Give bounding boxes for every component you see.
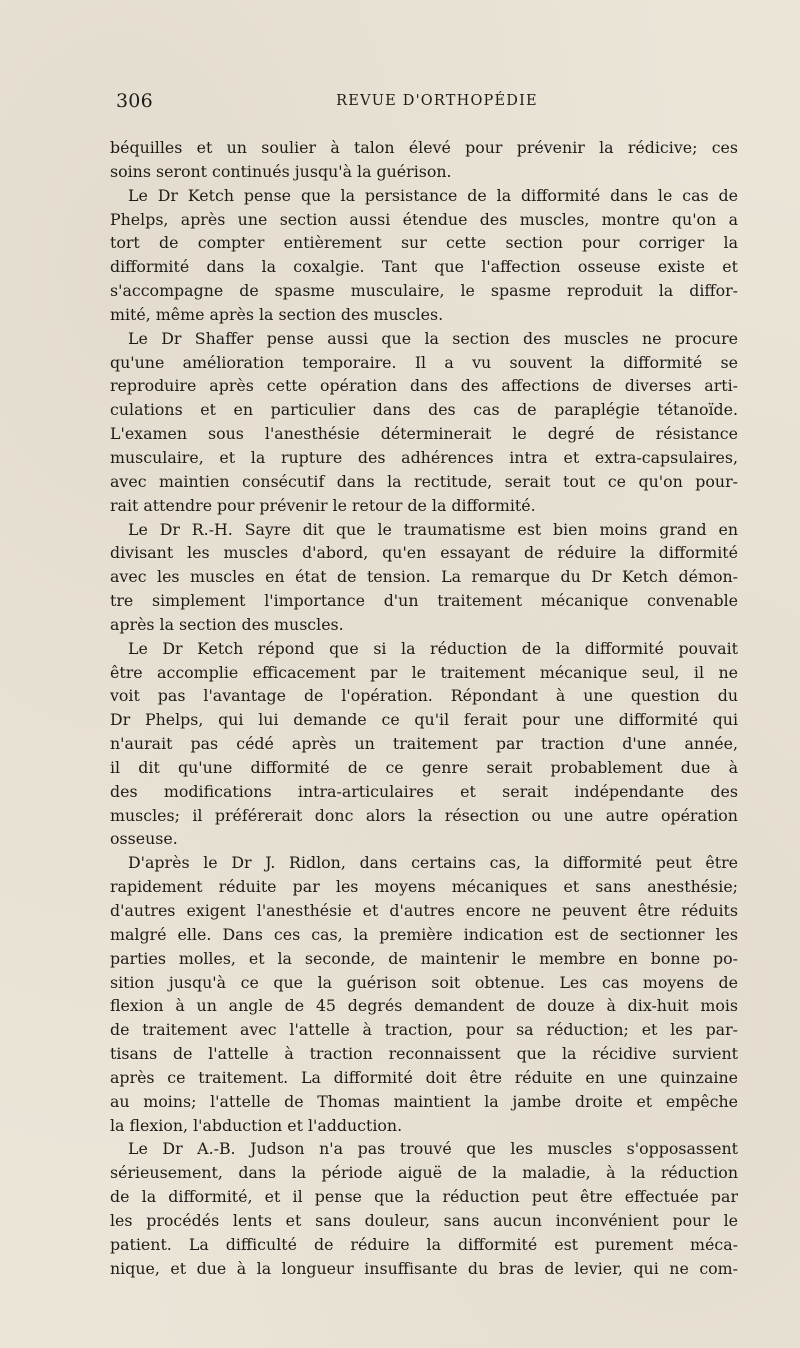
text-line: reproduire après cette opération dans des affections de diverses arti- [110, 376, 738, 396]
text-line: Phelps, après une section aussi étendue des muscles, montre qu'on a [110, 209, 738, 229]
text-line: culations et en particulier dans des cas de paraplégie tétanoïde. [110, 400, 738, 420]
text-line: Le Dr R.-H. Sayre dit que le traumatisme est bien moins grand en [128, 519, 738, 539]
text-line: Dr Phelps, qui lui demande ce qu'il ferait pour une difformité qui [110, 710, 738, 730]
text-line: Le Dr A.-B. Judson n'a pas trouvé que les muscles s'opposassent [128, 1139, 738, 1159]
text-line: rait attendre pour prévenir le retour de la difformité. [110, 495, 536, 515]
running-title: REVUE D'ORTHOPÉDIE [336, 93, 538, 109]
text-line: divisant les muscles d'abord, qu'en essayant de réduire la difformité [110, 543, 738, 563]
text-line: au moins; l'attelle de Thomas maintient la jambe droite et empêche [110, 1091, 738, 1111]
text-line: malgré elle. Dans ces cas, la première indication est de sectionner les [110, 924, 738, 944]
text-line: muscles; il préférerait donc alors la résection ou une autre opération [110, 805, 738, 825]
text-line: s'accompagne de spasme musculaire, le spasme reproduit la diffor- [110, 281, 738, 301]
text-line: difformité dans la coxalgie. Tant que l'affection osseuse existe et [110, 257, 738, 277]
text-line: Le Dr Ketch pense que la persistance de la difformité dans le cas de [128, 185, 738, 205]
text-line: n'aurait pas cédé après un traitement par traction d'une année, [110, 734, 738, 754]
text-line: L'examen sous l'anesthésie déterminerait le degré de résistance [110, 424, 738, 444]
page-header [116, 86, 738, 116]
body-text [110, 136, 738, 1281]
text-line: patient. La difficulté de réduire la difformité est purement méca- [110, 1234, 738, 1254]
text-line: avec maintien consécutif dans la rectitude, serait tout ce qu'on pour- [110, 471, 738, 491]
text-line: Le Dr Shaffer pense aussi que la section des muscles ne procure [128, 328, 738, 348]
text-line: rapidement réduite par les moyens mécaniques et sans anesthésie; [110, 877, 738, 897]
text-line: après ce traitement. La difformité doit être réduite en une quinzaine [110, 1067, 738, 1087]
text-line: après la section des muscles. [110, 614, 344, 634]
text-line: musculaire, et la rupture des adhérences intra et extra-capsulaires, [110, 447, 738, 467]
text-line: la flexion, l'abduction et l'adduction. [110, 1115, 403, 1135]
text-line: osseuse. [110, 829, 178, 849]
text-line: des modifications intra-articulaires et serait indépendante des [110, 781, 738, 801]
text-line: mité, même après la section des muscles. [110, 304, 444, 324]
page-number: 306 [116, 90, 153, 112]
text-line: tisans de l'attelle à traction reconnaissent que la récidive survient [110, 1044, 738, 1064]
text-line: de la difformité, et il pense que la réduction peut être effectuée par [110, 1187, 738, 1207]
text-line: d'autres exigent l'anesthésie et d'autres encore ne peuvent être réduits [110, 901, 738, 920]
text-line: avec les muscles en état de tension. La remarque du Dr Ketch démon- [110, 567, 738, 587]
text-line: béquilles et un soulier à talon élevé pour prévenir la rédicive; ces [110, 138, 738, 157]
text-line: flexion à un angle de 45 degrés demandent de douze à dix-huit mois [110, 996, 738, 1016]
text-line: il dit qu'une difformité de ce genre serait probablement due à [110, 757, 738, 777]
text-line: soins seront continués jusqu'à la guérison. [110, 161, 452, 181]
text-line: être accomplie efficacement par le traitement mécanique seul, il ne [110, 662, 738, 682]
text-line: de traitement avec l'attelle à traction, pour sa réduction; et les par- [110, 1020, 738, 1040]
text-line: Le Dr Ketch répond que si la réduction de la difformité pouvait [128, 638, 738, 658]
text-line: qu'une amélioration temporaire. Il a vu souvent la difformité se [110, 352, 738, 372]
text-line: sition jusqu'à ce que la guérison soit obtenue. Les cas moyens de [110, 972, 738, 992]
text-line: parties molles, et la seconde, de maintenir le membre en bonne po- [110, 948, 738, 968]
text-line: tre simplement l'importance d'un traitement mécanique convenable [110, 591, 738, 611]
text-line: sérieusement, dans la période aiguë de la maladie, à la réduction [110, 1163, 738, 1183]
text-line: tort de compter entièrement sur cette section pour corriger la [110, 233, 738, 253]
text-line: voit pas l'avantage de l'opération. Répondant à une question du [110, 686, 738, 706]
text-line: nique, et due à la longueur insuffisante du bras de levier, qui ne com- [110, 1258, 738, 1278]
text-line: les procédés lents et sans douleur, sans aucun inconvénient pour le [110, 1210, 738, 1230]
text-line: D'après le Dr J. Ridlon, dans certains cas, la difformité peut être [128, 853, 738, 873]
